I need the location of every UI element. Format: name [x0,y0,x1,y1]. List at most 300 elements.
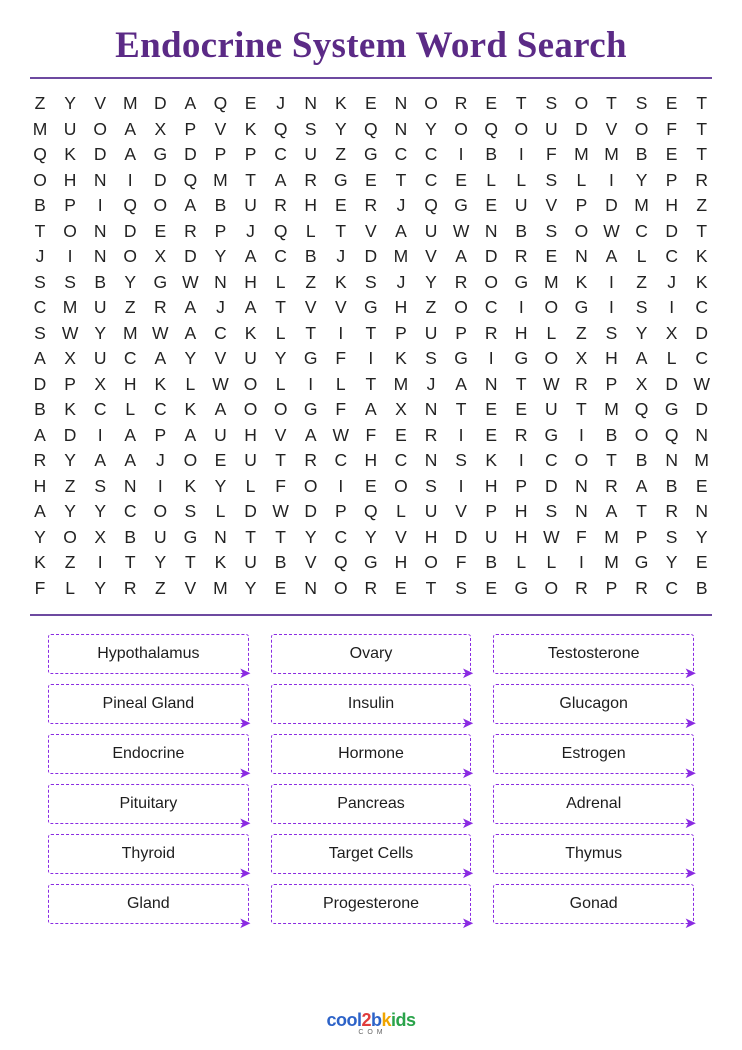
grid-letter: J [396,271,406,292]
grid-letter: M [574,144,589,164]
grid-letter: S [545,220,558,241]
grid-letter: Z [154,577,166,598]
grid-letter: Q [664,424,679,445]
grid-row [29,246,713,266]
word-item[interactable] [271,734,474,782]
grid-letter: P [605,373,618,394]
grid-letter: V [214,348,227,368]
grid-letter: I [97,195,103,215]
grid-letter: R [153,297,167,317]
grid-letter: U [244,450,257,470]
word-label: Target Cells [328,844,414,862]
grid-letter: I [518,144,524,164]
grid-letter: E [395,577,407,598]
grid-letter: W [543,373,560,394]
grid-letter: L [636,246,647,266]
grid-letter: M [122,93,138,113]
grid-letter: U [63,118,77,139]
grid-letter: F [335,348,347,368]
grid-letter: Q [213,93,228,113]
grid-letter: E [214,450,227,470]
grid-letter: V [605,118,618,139]
word-item[interactable] [493,634,697,682]
grid-letter: Y [154,552,167,572]
grid-letter: R [575,577,588,598]
grid-letter: C [665,577,678,598]
grid-letter: M [544,271,559,292]
grid-letter: L [516,169,527,190]
grid-letter: P [64,195,76,215]
grid-letter: F [666,118,677,139]
grid-letter: S [64,271,76,292]
grid-letter: S [455,450,467,470]
grid-letter: T [335,220,347,241]
grid-letter: Z [124,297,136,317]
brand-part-1: cool [326,1010,362,1030]
grid-letter: U [214,424,227,445]
grid-letter: A [184,297,197,317]
grid-letter: Z [64,475,76,496]
grid-letter: M [393,246,409,266]
grid-letter: I [308,373,314,394]
grid-row [29,297,713,317]
arrow-icon: ➤ [684,914,697,932]
grid-letter: D [454,526,468,547]
word-label: Glucagon [559,694,628,712]
grid-letter: D [605,195,618,215]
grid-letter: W [152,322,169,343]
grid-letter: G [664,399,679,419]
word-item[interactable] [493,734,697,782]
arrow-icon: ➤ [461,914,474,932]
grid-letter: R [364,195,378,215]
grid-letter: S [94,475,106,496]
grid-letter: N [424,450,438,470]
grid-letter: Q [273,220,288,241]
grid-letter: U [244,195,257,215]
grid-letter: N [93,220,107,241]
grid-letter: P [455,322,467,343]
grid-letter: F [455,552,467,572]
grid-letter: H [364,450,378,470]
grid-letter: P [214,144,227,164]
grid-letter: S [425,348,437,368]
arrow-icon: ➤ [461,764,474,782]
grid-letter: G [183,526,198,547]
grid-letter: R [184,220,197,241]
grid-letter: T [425,577,437,598]
grid-letter: Q [333,552,348,572]
word-label: Ovary [349,644,393,662]
brand-part-2: 2 [361,1010,371,1030]
grid-letter: E [485,577,498,598]
word-item[interactable] [48,884,252,932]
grid-letter: P [575,195,588,215]
word-label: Thymus [565,844,623,862]
grid-letter: K [695,246,708,266]
grid-letter: P [665,169,678,190]
grid-letter: Z [64,552,76,572]
grid-letter: B [34,195,46,215]
arrow-icon: ➤ [238,864,252,882]
grid-letter: I [458,144,464,164]
grid-letter: M [604,526,619,547]
grid-letter: O [454,118,468,139]
grid-letter: G [153,144,168,164]
grid-letter: Y [244,577,257,598]
grid-row [29,93,713,113]
grid-letter: Y [34,526,46,547]
grid-letter: E [485,424,498,445]
grid-letter: W [543,526,560,547]
word-item[interactable] [271,634,474,682]
grid-letter: J [246,220,255,241]
grid-letter: B [214,195,227,215]
grid-letter: K [154,373,167,394]
grid-letter: Q [183,169,198,190]
grid-letter: H [63,169,77,190]
grid-letter: C [545,450,558,470]
grid-letter: C [123,501,137,521]
grid-letter: B [485,144,498,164]
grid-letter: F [545,144,557,164]
grid-letter: R [605,475,618,496]
grid-letter: K [575,271,588,292]
grid-letter: I [578,552,584,572]
grid-letter: V [545,195,558,215]
grid-letter: N [123,475,137,496]
grid-letter: W [603,220,620,241]
grid-letter: F [335,399,347,419]
grid-letter: I [609,271,614,292]
grid-letter: A [274,169,287,190]
grid-letter: L [666,348,677,368]
grid-letter: L [245,475,256,496]
grid-letter: O [394,475,408,496]
grid-letter: P [64,373,76,394]
grid-letter: I [67,246,73,266]
grid-letter: V [304,297,317,317]
grid-letter: I [609,169,614,190]
grid-row [29,501,713,521]
word-item[interactable] [493,784,697,832]
grid-letter: P [184,118,197,139]
grid-letter: G [303,399,318,419]
grid-letter: L [125,399,136,419]
grid-letter: O [544,348,559,368]
brand-logo [0,1010,742,1036]
word-item[interactable] [48,734,252,782]
grid-letter: N [304,577,318,598]
page-title: Endocrine System Word Search [115,25,627,66]
grid-letter: A [124,118,137,139]
grid-letter: U [304,144,318,164]
grid-letter: R [695,169,709,190]
grid-letter: Q [364,118,378,139]
grid-letter: M [634,195,649,215]
word-item[interactable] [271,834,474,882]
grid-letter: O [183,450,198,470]
word-label: Hypothalamus [97,644,200,662]
grid-letter: B [274,552,287,572]
grid-letter: N [484,220,498,241]
grid-letter: E [545,246,558,266]
grid-letter: F [34,577,46,598]
grid-letter: W [693,373,710,394]
grid-letter: T [636,501,647,521]
grid-letter: P [395,322,407,343]
word-item[interactable] [271,784,474,832]
grid-letter: X [154,118,167,139]
grid-letter: A [34,501,46,521]
word-column-1 [48,634,252,932]
grid-letter: O [303,475,318,496]
grid-letter: S [545,501,558,521]
grid-letter: K [214,552,227,572]
grid-letter: O [63,526,77,547]
grid-letter: H [244,271,257,292]
grid-letter: C [33,297,47,317]
grid-letter: T [696,93,708,113]
word-item[interactable] [48,634,252,682]
grid-letter: D [304,501,318,521]
word-item[interactable] [493,684,697,732]
word-label: Estrogen [561,744,626,762]
grid-letter: R [304,450,318,470]
grid-letter: S [365,271,377,292]
grid-letter: N [484,373,498,394]
grid-letter: X [395,399,407,419]
grid-letter: M [604,399,619,419]
grid-letter: O [484,271,498,292]
grid-letter: O [574,220,589,241]
grid-letter: I [157,475,163,496]
grid-letter: G [514,271,529,292]
grid-letter: N [394,118,408,139]
grid-letter: H [514,322,528,343]
grid-letter: A [184,93,197,113]
word-item[interactable] [48,784,252,832]
grid-letter: L [576,169,587,190]
grid-letter: C [424,144,438,164]
grid-letter: I [97,424,103,445]
word-item[interactable] [271,884,474,932]
grid-letter: Q [33,144,47,164]
word-item[interactable] [48,834,252,882]
grid-letter: U [484,526,498,547]
grid-letter: D [63,424,77,445]
arrow-icon: ➤ [684,814,697,832]
word-item[interactable] [493,834,697,882]
word-item[interactable] [493,884,697,932]
grid-letter: S [455,577,467,598]
grid-letter: P [605,577,618,598]
grid-letter: J [667,271,677,292]
grid-letter: R [454,93,468,113]
grid-letter: O [273,399,288,419]
grid-letter: D [665,373,678,394]
grid-letter: F [576,526,587,547]
brand-subtext: C O M [358,1029,384,1036]
grid-letter: S [34,322,46,343]
grid-letter: E [334,195,347,215]
grid-divider [30,614,712,616]
grid-letter: T [275,450,286,470]
grid-letter: X [575,348,588,368]
grid-letter: O [333,577,348,598]
grid-letter: E [455,169,467,190]
grid-letter: K [695,271,708,292]
grid-letter: K [485,450,498,470]
grid-letter: L [546,552,557,572]
word-item[interactable] [48,684,252,732]
grid-letter: L [396,501,406,521]
grid-letter: G [514,348,529,368]
word-label: Pancreas [337,794,405,812]
grid-letter: E [365,93,377,113]
grid-letter: B [94,271,106,292]
grid-letter: R [514,424,528,445]
grid-letter: L [275,373,286,394]
grid-letter: S [635,297,648,317]
grid-letter: M [604,144,619,164]
grid-letter: R [514,246,528,266]
grid-letter: O [514,118,529,139]
grid-letter: B [605,424,618,445]
grid-letter: L [335,373,346,394]
grid-letter: T [606,450,617,470]
grid-letter: G [454,195,468,215]
grid-letter: N [93,169,107,190]
grid-letter: H [244,424,257,445]
arrow-icon: ➤ [684,714,697,732]
grid-letter: C [635,220,648,241]
grid-letter: Y [334,118,347,139]
arrow-icon: ➤ [684,864,697,882]
grid-letter: Z [636,271,647,292]
grid-letter: K [184,399,197,419]
grid-letter: M [62,297,78,317]
grid-letter: V [214,118,227,139]
grid-letter: G [303,348,318,368]
grid-letter: R [424,424,438,445]
grid-letter: O [574,93,589,113]
grid-letter: T [275,526,286,547]
grid-letter: T [245,526,256,547]
grid-letter: O [153,501,168,521]
grid-letter: O [123,246,138,266]
arrow-icon: ➤ [461,664,474,682]
grid-letter: H [394,552,408,572]
grid-letter: B [635,144,648,164]
title-divider [30,77,712,79]
grid-letter: N [575,501,588,521]
grid-letter: Z [305,271,317,292]
grid-letter: Y [425,271,437,292]
word-label: Pineal Gland [102,694,195,712]
grid-letter: G [544,424,559,445]
grid-letter: C [695,297,709,317]
grid-letter: I [578,424,584,445]
grid-letter: X [94,373,106,394]
grid-letter: Y [365,526,377,547]
grid-letter: K [334,93,347,113]
grid-letter: S [545,169,558,190]
grid-letter: V [455,501,467,521]
arrow-icon: ➤ [238,664,252,682]
grid-letter: K [64,399,76,419]
grid-letter: B [635,450,648,470]
grid-letter: P [485,501,498,521]
grid-letter: D [244,501,257,521]
grid-letter: Y [124,271,137,292]
grid-letter: E [665,144,678,164]
grid-letter: V [365,220,377,241]
grid-letter: L [275,271,286,292]
grid-letter: P [635,526,648,547]
grid-letter: W [61,322,79,343]
grid-row [29,170,713,190]
grid-letter: B [665,475,678,496]
grid-letter: V [94,93,106,113]
arrow-icon: ➤ [461,814,474,832]
grid-letter: C [424,169,438,190]
grid-letter: D [153,169,167,190]
grid-letter: O [544,297,559,317]
grid-letter: N [695,424,709,445]
grid-letter: M [694,450,709,470]
grid-letter: E [515,399,528,419]
grid-letter: I [368,348,374,368]
grid-letter: W [272,501,289,521]
grid-letter: B [124,526,137,547]
grid-letter: Y [64,93,76,113]
grid-letter: S [34,271,46,292]
grid-letter: J [336,246,346,266]
grid-letter: P [334,501,347,521]
grid-letter: K [244,118,257,139]
grid-letter: Y [94,577,106,598]
grid-letter: E [365,475,377,496]
grid-letter: U [424,322,438,343]
grid-letter: A [124,144,137,164]
grid-letter: D [153,93,167,113]
grid-letter: A [395,220,407,241]
grid-letter: S [665,526,678,547]
grid-letter: N [93,246,107,266]
word-item[interactable] [271,684,474,732]
grid-letter: W [332,424,350,445]
word-label: Hormone [338,744,404,762]
grid-letter: Y [214,475,227,496]
grid-letter: Y [274,348,287,368]
grid-letter: P [214,220,227,241]
grid-letter: I [518,450,524,470]
grid-letter: A [94,450,106,470]
arrow-icon: ➤ [684,764,697,782]
grid-letter: B [485,552,498,572]
grid-letter: A [184,322,197,343]
grid-letter: R [274,195,287,215]
grid-letter: O [544,577,559,598]
grid-letter: O [574,450,589,470]
grid-letter: T [696,118,708,139]
grid-letter: C [484,297,498,317]
grid-letter: K [395,348,407,368]
arrow-icon: ➤ [461,714,474,732]
grid-letter: I [127,169,133,190]
grid-letter: T [124,552,136,572]
